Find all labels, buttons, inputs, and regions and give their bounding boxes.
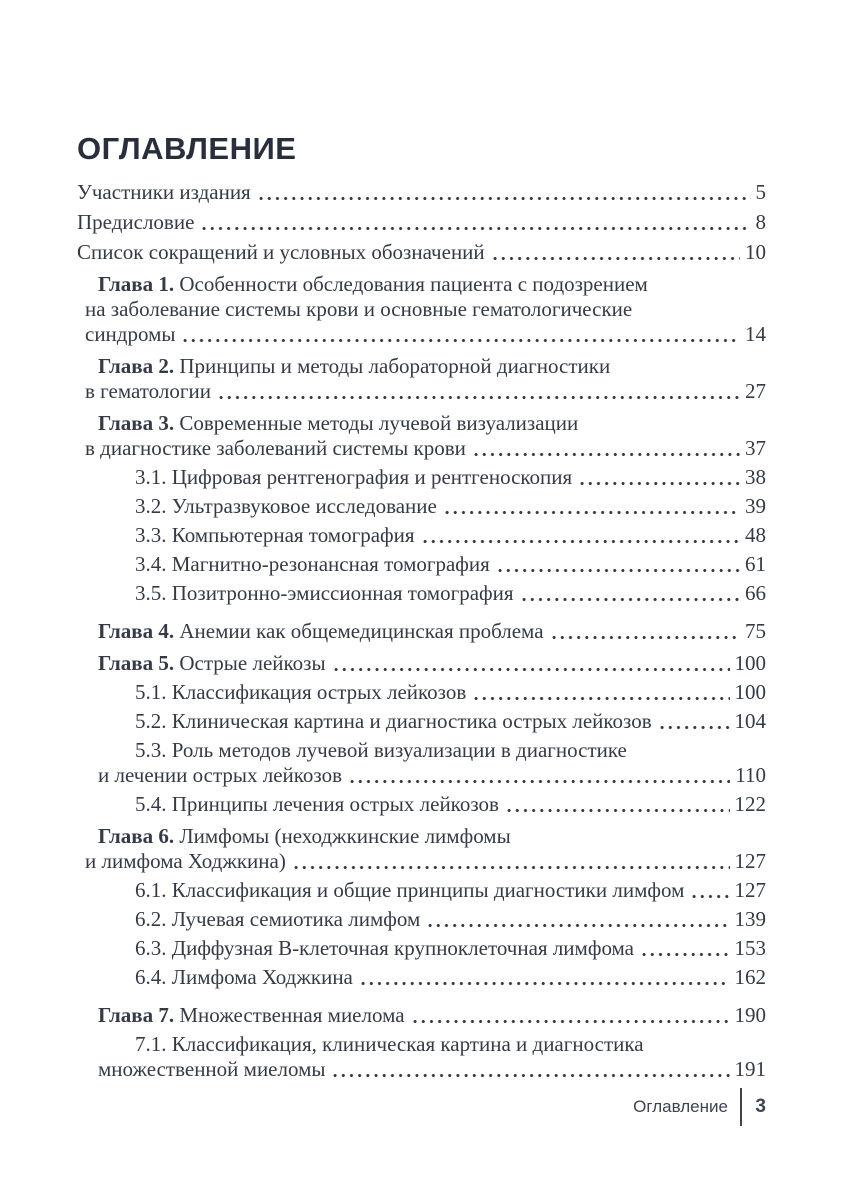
toc-entry-text [98,651,326,676]
toc-entry [77,936,766,961]
toc-entry [77,354,766,404]
toc-entry [77,824,766,874]
toc-entry [77,907,766,932]
toc-entry [77,965,766,990]
toc-entry-text: 3.3. Компьютерная томография [135,523,415,547]
toc-entry-text: в гематологии [85,379,211,403]
toc-entry-text: Список сокращений и условных обозначений [77,240,485,264]
dot-leader [491,240,740,265]
chapter-label: Глава 7. [98,1003,175,1027]
chapter-title-text: Множественная миелома [179,1003,405,1027]
page-number: 75 [745,619,766,643]
toc-entry-text [98,354,610,378]
chapter-title-text: Особенности обследования пациента с подозрением [179,272,648,296]
toc-line [98,763,766,788]
page-number: 110 [735,763,766,787]
toc-line [135,792,766,817]
toc-entry [77,581,766,606]
page-title: ОГЛАВЛЕНИЕ [77,131,297,166]
dot-leader [496,552,740,577]
page-footer [633,1086,766,1128]
toc-entry-text: и лечении острых лейкозов [98,763,343,787]
page-number: 104 [734,709,766,733]
page-number: 122 [734,792,766,816]
toc-line [85,436,766,461]
dot-leader [426,907,729,932]
dot-leader [200,210,750,235]
toc-entry-text [98,272,648,296]
toc-line [98,411,766,436]
toc-line [135,465,766,490]
dot-leader [359,965,730,990]
toc-entry-text: 6.1. Классификация и общие принципы диагностики лимфом [135,878,685,902]
toc-entry [77,709,766,734]
toc-entry-text: 5.3. Роль методов лучевой визуализации в диагностике [135,738,627,762]
page-number: 5 [755,180,766,204]
toc-entry-text [98,1003,405,1028]
footer-section-label: Оглавление [633,1097,728,1116]
toc-entry-text: 5.4. Принципы лечения острых лейкозов [135,792,499,816]
toc-line [135,494,766,519]
toc-entry [77,465,766,490]
toc-line [98,272,766,297]
toc-entry-text: 7.1. Классификация, клиническая картина и диагностика [135,1032,644,1056]
toc-entry-text: множественной миеломы [98,1057,326,1081]
toc-page [77,132,766,1082]
toc-entry-text: Предисловие [77,210,195,234]
toc-entry [77,1032,766,1082]
toc-line [98,651,766,676]
toc-entry-text [98,824,511,848]
toc-line [135,709,766,734]
page-number: 66 [745,581,766,605]
page-number: 8 [755,210,766,234]
table-of-contents [77,180,766,1082]
page-number: 127 [734,849,766,873]
toc-line [85,322,766,347]
toc-entry [77,878,766,903]
chapter-label: Глава 1. [98,272,175,296]
page-number: 127 [734,878,766,902]
page-number: 14 [745,322,766,346]
chapter-label: Глава 6. [98,824,175,848]
toc-line [85,849,766,874]
dot-leader [520,581,740,606]
toc-entry [77,552,766,577]
toc-entry-text [98,619,544,644]
chapter-title-text: Современные методы лучевой визуализации [179,411,579,435]
dot-leader [550,619,740,644]
toc-entry-text: 6.3. Диффузная В-клеточная крупноклеточная лимфома [135,936,635,960]
page-number: 139 [734,907,766,931]
dot-leader [181,322,740,347]
toc-entry-text [98,411,578,435]
dot-leader [257,180,751,205]
toc-line [85,379,766,404]
dot-leader [292,849,730,874]
chapter-label: Глава 4. [98,619,175,643]
dot-leader [690,878,729,903]
dot-leader [331,1057,729,1082]
page-number: 100 [734,680,766,704]
dot-leader [640,936,729,961]
page-number: 10 [745,240,766,264]
toc-entry-text: 3.4. Магнитно-резонансная томография [135,552,490,576]
toc-line [98,354,766,379]
page-number: 191 [734,1057,766,1081]
toc-entry [77,180,766,205]
dot-leader [348,763,730,788]
toc-line [135,581,766,606]
dot-leader [332,651,730,676]
toc-line [135,965,766,990]
toc-entry-text: 3.2. Ультразвуковое исследование [135,494,437,518]
toc-line [98,1003,766,1028]
toc-entry-text: на заболевание системы крови и основные гематологические [85,297,633,321]
dot-leader [472,436,740,461]
toc-entry-text: 5.1. Классификация острых лейкозов [135,680,467,704]
page-number: 48 [745,523,766,547]
toc-line [77,240,766,265]
toc-entry-text: 3.5. Позитронно-эмиссионная томография [135,581,514,605]
toc-entry-text: 5.2. Клиническая картина и диагностика острых лейкозов [135,709,652,733]
chapter-title-text: Анемии как общемедицинская проблема [179,619,544,643]
toc-entry [77,494,766,519]
toc-line [135,523,766,548]
chapter-title-text: Принципы и методы лабораторной диагностики [179,354,611,378]
page-number: 38 [745,465,766,489]
page-number: 61 [745,552,766,576]
toc-line [135,1032,766,1057]
toc-entry [77,738,766,788]
page-number: 39 [745,494,766,518]
page-number: 27 [745,379,766,403]
toc-entry [77,619,766,644]
dot-leader [411,1003,730,1028]
toc-line [98,1057,766,1082]
toc-entry-text: 6.2. Лучевая семиотика лимфом [135,907,421,931]
page-number: 190 [734,1003,766,1027]
toc-entry [77,1003,766,1028]
toc-line [135,878,766,903]
toc-line [77,210,766,235]
toc-line [77,180,766,205]
toc-entry [77,272,766,347]
chapter-title-text: Острые лейкозы [179,651,326,675]
toc-entry [77,210,766,235]
toc-entry [77,523,766,548]
dot-leader [505,792,730,817]
page-number: 100 [734,651,766,675]
toc-entry [77,680,766,705]
chapter-title-text: Лимфомы (неходжкинские лимфомы [179,824,511,848]
chapter-label: Глава 5. [98,651,175,675]
toc-line [135,936,766,961]
footer-page-number: 3 [755,1096,766,1117]
toc-entry-text: в диагностике заболеваний системы крови [85,436,466,460]
toc-line [135,738,766,763]
chapter-label: Глава 2. [98,354,175,378]
dot-leader [578,465,740,490]
page-number: 153 [734,936,766,960]
toc-entry [77,240,766,265]
dot-leader [217,379,740,404]
dot-leader [658,709,730,734]
toc-entry [77,792,766,817]
toc-entry-text: 6.4. Лимфома Ходжкина [135,965,353,989]
toc-entry [77,411,766,461]
page-number: 37 [745,436,766,460]
chapter-label: Глава 3. [98,411,175,435]
toc-line [85,297,766,322]
footer-divider [740,1088,743,1126]
toc-entry-text: Участники издания [77,180,251,204]
toc-entry-text: синдромы [85,322,176,346]
dot-leader [421,523,740,548]
toc-line [98,619,766,644]
toc-line [135,552,766,577]
page-number: 162 [734,965,766,989]
dot-leader [443,494,740,519]
toc-line [135,907,766,932]
toc-entry-text: и лимфома Ходжкина) [85,849,286,873]
toc-entry [77,651,766,676]
toc-entry-text: 3.1. Цифровая рентгенография и рентгеноскопия [135,465,573,489]
toc-line [98,824,766,849]
dot-leader [472,680,729,705]
toc-line [135,680,766,705]
